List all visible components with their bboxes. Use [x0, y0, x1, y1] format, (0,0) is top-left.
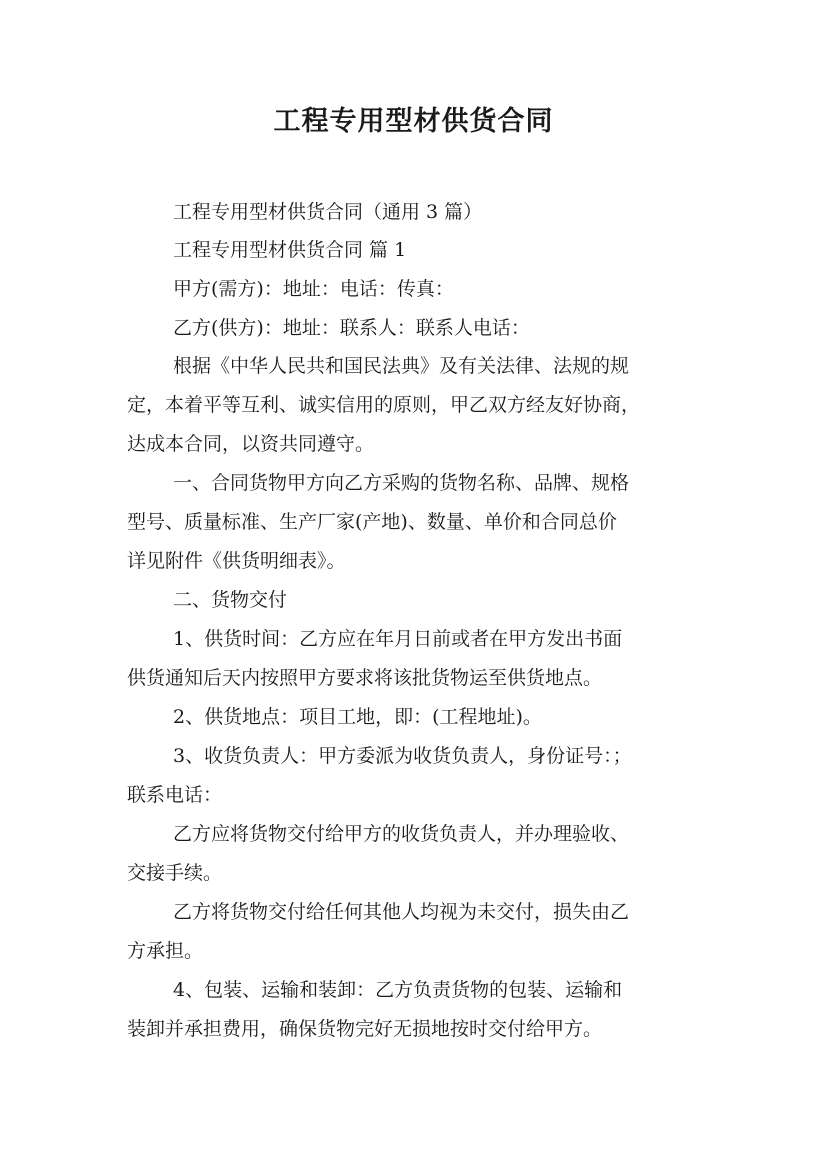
paragraph-line: 详见附件《供货明细表》。 — [127, 550, 346, 572]
paragraph-line: 交接手续。 — [127, 862, 223, 884]
paragraph-line: 定，本着平等互利、诚实信用的原则，甲乙双方经友好协商， — [127, 394, 641, 416]
document-title: 工程专用型材供货合同 — [273, 106, 554, 137]
section-heading-line: 二、货物交付 — [173, 589, 288, 611]
party-b-line: 乙方(供方)：地址：联系人：联系人电话： — [173, 317, 530, 339]
paragraph-line: 装卸并承担费用，确保货物完好无损地按时交付给甲方。 — [127, 1018, 603, 1040]
paragraph-line: 达成本合同，以资共同遵守。 — [127, 433, 375, 455]
paragraph-line: 1、供货时间：乙方应在年月日前或者在甲方发出书面 — [173, 628, 623, 650]
paragraph-line: 一、合同货物甲方向乙方采购的货物名称、品牌、规格 — [173, 472, 630, 494]
paragraph-line: 方承担。 — [127, 940, 204, 962]
paragraph-line: 型号、质量标准、生产厂家(产地)、数量、单价和合同总价 — [127, 511, 617, 533]
paragraph-line: 2、供货地点：项目工地，即：(工程地址)。 — [173, 706, 542, 728]
paragraph-line: 乙方将货物交付给任何其他人均视为未交付，损失由乙 — [173, 901, 630, 923]
section-heading-line: 工程专用型材供货合同 篇 1 — [173, 239, 407, 261]
subtitle-line: 工程专用型材供货合同（通用 3 篇） — [173, 201, 483, 223]
paragraph-line: 根据《中华人民共和国民法典》及有关法律、法规的规 — [173, 355, 630, 377]
party-a-line: 甲方(需方)：地址：电话：传真： — [173, 278, 454, 300]
paragraph-line: 3、收货负责人：甲方委派为收货负责人，身份证号：； — [173, 745, 632, 767]
paragraph-line: 供货通知后天内按照甲方要求将该批货物运至供货地点。 — [127, 667, 603, 689]
paragraph-line: 联系电话： — [127, 784, 223, 806]
paragraph-line: 4、包装、运输和装卸：乙方负责货物的包装、运输和 — [173, 979, 623, 1001]
paragraph-line: 乙方应将货物交付给甲方的收货负责人，并办理验收、 — [173, 823, 630, 845]
